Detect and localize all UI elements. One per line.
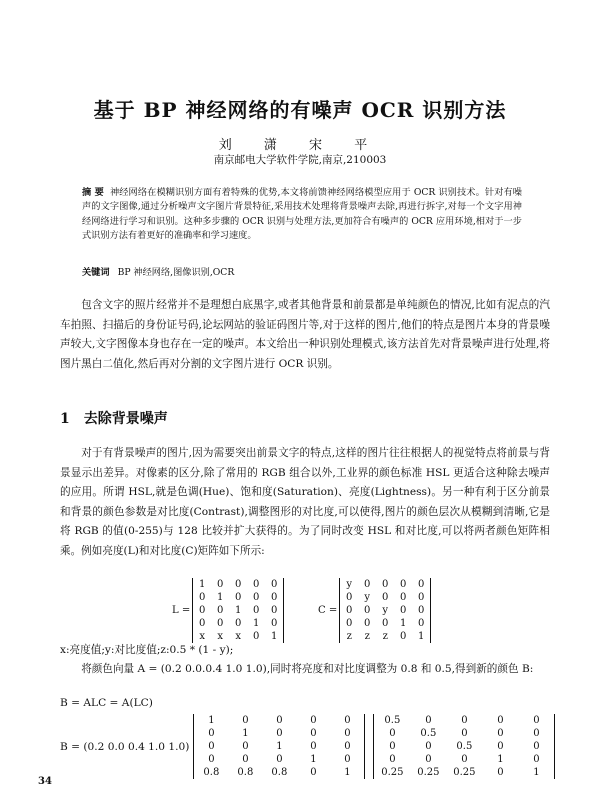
matrix-L [192, 578, 284, 643]
matrix-cell: 0 [533, 715, 540, 726]
matrix-row [340, 604, 431, 617]
matrix-cell: 0.25 [381, 767, 404, 778]
matrix-cell: 0.8 [237, 767, 254, 778]
matrix-cell: 0 [425, 715, 432, 726]
color-vector-paragraph: 将颜色向量 A = (0.2 0.0.0.4 1.0 1.0),同时将亮度和对比度调整为 0.8 和 0.5,得到新的颜色 B: [81, 663, 534, 675]
matrix-cell: 0 [235, 579, 242, 590]
matrix-row [340, 617, 431, 630]
matrix-C-label: C = [318, 605, 338, 616]
matrix-row [194, 766, 365, 779]
matrix-cell: 0 [344, 715, 351, 726]
matrix-cell: x [199, 631, 206, 642]
matrix-cell: 0 [253, 605, 260, 616]
matrix-cell: 0.5 [384, 715, 401, 726]
matrix-cell: 0 [364, 618, 371, 629]
keywords-label: 关键词 [82, 267, 110, 278]
matrix-cell: 0 [400, 579, 407, 590]
matrix-row [374, 714, 555, 727]
intro-text: 包含文字的照片经常并不是理想白底黑字,或者其他背景和前景都是单纯颜色的情况,比如有泥点的汽车拍照、扫描后的身份证号码,论坛网站的验证码图片等,对于这样的图片,他们的特点是图片本身的背景噪声较大,文字图像本身也存在一定的噪声。本文给出一种识别处理模式,该方法首先对背景噪声进行处理,将图片黑白二值化,然后再对分割的文字图片进行 OCR 识别。 [60, 299, 550, 370]
matrix-cell: 0 [242, 754, 249, 765]
matrix-cell: 1 [242, 728, 249, 739]
matrix-L-label: L = [172, 605, 191, 616]
matrix-note: x:亮度值;y:对比度值;z:0.5 * (1 - y); [60, 644, 234, 656]
matrix-row [194, 714, 365, 727]
matrix-cell: y [382, 605, 389, 616]
matrix-cell: 0 [271, 605, 278, 616]
matrix-C [339, 578, 431, 643]
matrix-cell: z [364, 631, 370, 642]
matrix-cell: 0 [461, 728, 468, 739]
matrix-cell: 0 [389, 728, 396, 739]
matrix-cell: 0 [497, 715, 504, 726]
matrix-row [374, 753, 555, 766]
matrix-cell: 0 [533, 741, 540, 752]
matrix-cell: 1 [533, 767, 540, 778]
matrix-lightness [193, 714, 365, 779]
matrix-cell: 0 [217, 618, 224, 629]
matrix-cell: 0 [497, 741, 504, 752]
matrix-cell: 1 [497, 754, 504, 765]
matrix-cell: 1 [344, 767, 351, 778]
matrix-row [193, 617, 284, 630]
matrix-cell: 0 [344, 741, 351, 752]
matrix-cell: 0 [199, 605, 206, 616]
matrix-cell: 0 [533, 728, 540, 739]
matrix-cell: x [235, 631, 242, 642]
matrix-cell: 0 [217, 579, 224, 590]
matrix-cell: x [217, 631, 224, 642]
section1-paragraph [60, 444, 550, 561]
page-number: 34 [38, 776, 52, 787]
matrix-cell: 0 [400, 605, 407, 616]
matrix-cell: 0 [497, 728, 504, 739]
matrix-cell: 0 [199, 592, 206, 603]
matrix-cell: 0 [418, 592, 425, 603]
matrix-cell: 0 [199, 618, 206, 629]
matrix-contrast [373, 714, 555, 779]
matrix-cell: 1 [310, 754, 317, 765]
matrix-cell: 0 [346, 592, 353, 603]
matrix-cell: 0 [461, 715, 468, 726]
matrix-row [193, 591, 284, 604]
equation-B-expanded [60, 714, 555, 779]
equation-B-label: B = (0.2 0.0 0.4 1.0 1.0) [60, 740, 190, 753]
matrix-cell: y [364, 592, 371, 603]
matrix-cell: 0 [382, 579, 389, 590]
matrix-cell: 0 [235, 592, 242, 603]
matrix-row [340, 630, 431, 643]
matrix-cell: 0.8 [203, 767, 220, 778]
matrix-cell: 0.25 [417, 767, 440, 778]
matrix-row [340, 591, 431, 604]
matrix-cell: 0 [271, 592, 278, 603]
abstract [82, 186, 522, 243]
matrix-cell: 0 [276, 715, 283, 726]
matrix-cell: 0 [217, 605, 224, 616]
matrix-cell: 0 [344, 754, 351, 765]
matrix-cell: 0.25 [453, 767, 476, 778]
matrix-cell: 0 [253, 579, 260, 590]
matrix-cell: 0 [208, 741, 215, 752]
matrix-cell: 0 [389, 754, 396, 765]
matrix-cell: 0 [310, 767, 317, 778]
matrix-cell: 0 [242, 741, 249, 752]
matrix-cell: 0 [242, 715, 249, 726]
matrix-cell: z [382, 631, 388, 642]
matrix-cell: 0 [271, 579, 278, 590]
matrix-cell: 0 [276, 754, 283, 765]
matrix-row [194, 727, 365, 740]
section-title: 去除背景噪声 [83, 411, 168, 427]
matrix-cell: 0 [271, 618, 278, 629]
matrix-cell: 0 [364, 605, 371, 616]
matrix-cell: 0 [346, 605, 353, 616]
matrix-cell: 1 [400, 618, 407, 629]
matrix-cell: 0 [276, 728, 283, 739]
matrix-cell: 1 [217, 592, 224, 603]
matrix-cell: 0 [400, 592, 407, 603]
matrix-cell: 0 [389, 741, 396, 752]
matrix-row [194, 753, 365, 766]
matrix-cell: 0 [253, 631, 260, 642]
affiliation: 南京邮电大学软件学院,南京,210003 [213, 154, 387, 166]
section1-text: 对于有背景噪声的图片,因为需要突出前景文字的特点,这样的图片往往根据人的视觉特点将前景与背景显示出差异。对像素的区分,除了常用的 RGB 组合以外,工业界的颜色标准 HSL 更适合这种除去噪声的应用。所谓 HSL,就是色调(Hue)、饱和度(Saturation)、亮度(Lightness)。另一种有利于区分前景和背景的颜色参数是对比度(Contrast),调整图形的对比度,可以使得,图片的颜色层次从模糊到清晰,它是将 RGB 的值(0-255)与 128 比较并扩大获得的。为了同时改变 HSL 和对比度,可以将两者颜色矩阵相乘。例如亮度(L)和对比度(C)矩阵如下所示: [60, 447, 550, 557]
section-heading-1 [60, 408, 168, 428]
matrix-cell: 1 [199, 579, 206, 590]
paper-title: 基于 BP 神经网络的有噪声 OCR 识别方法 [93, 98, 507, 122]
matrix-cell: 0 [310, 728, 317, 739]
matrix-cell: y [346, 579, 353, 590]
keywords-text: BP 神经网络,图像识别,OCR [117, 267, 235, 278]
matrix-row [340, 578, 431, 591]
matrix-row [194, 740, 365, 753]
matrix-cell: 0 [310, 715, 317, 726]
matrix-cell: 0 [208, 728, 215, 739]
matrix-cell: 0 [400, 631, 407, 642]
matrix-cell: 0 [344, 728, 351, 739]
matrix-cell: 0.5 [456, 741, 473, 752]
matrix-cell: 0 [418, 605, 425, 616]
equation-B: B = ALC = A(LC) [60, 697, 153, 709]
matrix-cell: 1 [418, 631, 425, 642]
matrix-cell: 0 [346, 618, 353, 629]
keywords [82, 264, 234, 278]
matrix-cell: 0 [418, 579, 425, 590]
matrix-L-block [172, 578, 284, 643]
matrix-cell: 0 [235, 618, 242, 629]
matrix-cell: 0 [425, 741, 432, 752]
matrix-cell: 0 [253, 592, 260, 603]
matrix-cell: 0 [382, 618, 389, 629]
matrix-cell: 0.5 [420, 728, 437, 739]
matrix-cell: 0 [418, 618, 425, 629]
intro-paragraph [60, 296, 550, 374]
section-number: 1 [60, 411, 70, 427]
matrix-cell: 0 [310, 741, 317, 752]
matrix-row [193, 604, 284, 617]
matrix-cell: 1 [208, 715, 215, 726]
matrix-cell: 0 [461, 754, 468, 765]
abstract-text: 神经网络在模糊识别方面有着特殊的优势,本文将前馈神经网络模型应用于 OCR 识别技术。针对有噪声的文字图像,通过分析噪声文字图片背景特征,采用技术处理将背景噪声去除,再进行拆字,对每一个文字用神经网络进行学习和识别。这种多步骤的 OCR 识别与处理方法,更加符合有噪声的 OCR 应用环境,相对于一步式识别方法有着更好的准确率和学习速度。 [82, 187, 522, 241]
matrix-cell: 0 [533, 754, 540, 765]
abstract-label: 摘 要 [82, 187, 104, 198]
matrix-cell: 0 [208, 754, 215, 765]
matrix-cell: 1 [235, 605, 242, 616]
matrix-cell: 1 [271, 631, 278, 642]
matrix-C-block [318, 578, 431, 643]
matrix-row [374, 740, 555, 753]
matrix-cell: 1 [276, 741, 283, 752]
matrix-cell: 0.8 [271, 767, 288, 778]
matrix-cell: 1 [253, 618, 260, 629]
matrix-cell: z [346, 631, 352, 642]
matrix-cell: 0 [497, 767, 504, 778]
matrix-row [374, 766, 555, 779]
matrix-cell: 0 [364, 579, 371, 590]
matrix-cell: 0 [425, 754, 432, 765]
author-name: 刘 潇 宋 平 [218, 138, 382, 153]
matrix-row [193, 578, 284, 591]
matrix-cell: 0 [382, 592, 389, 603]
matrix-row [374, 727, 555, 740]
